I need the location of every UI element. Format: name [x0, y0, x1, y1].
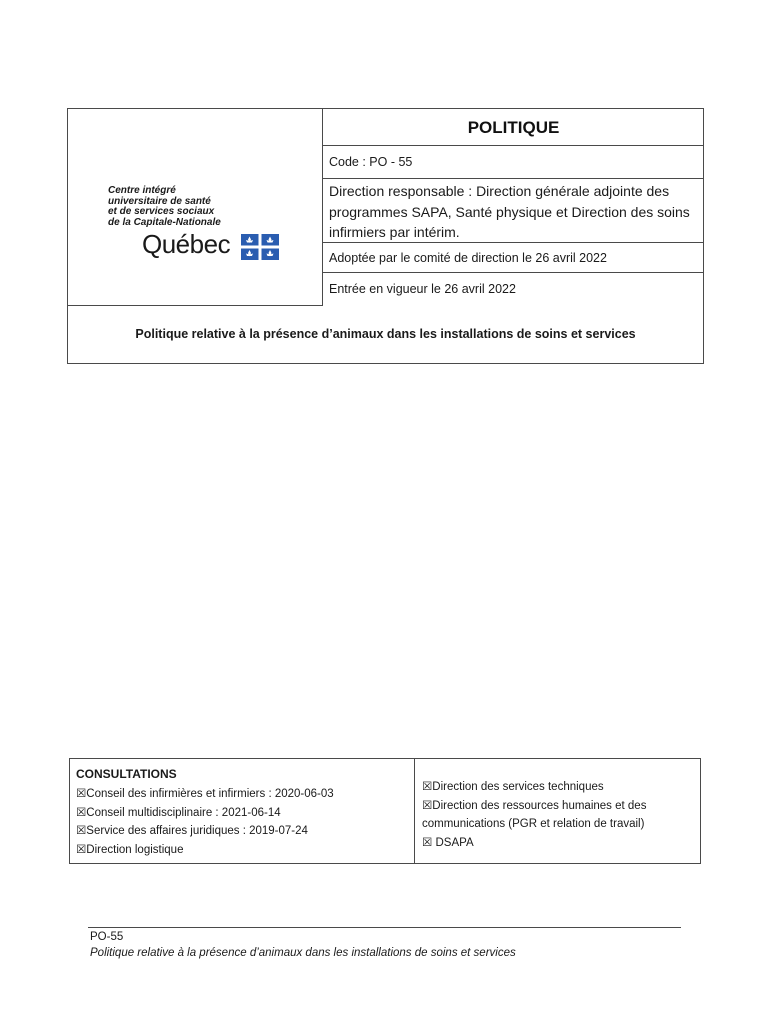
footer-divider — [88, 927, 681, 928]
consultations-left-column — [70, 759, 415, 863]
policy-code: Code : PO - 55 — [323, 146, 704, 179]
document-type-row — [323, 109, 704, 146]
consultations-table — [69, 758, 701, 864]
header-info-column — [323, 109, 704, 306]
consultation-item: ☒Direction des services techniques — [422, 781, 604, 793]
consultation-item: ☒Direction des ressources humaines et des communications (PGR et relation de travail) — [422, 799, 647, 830]
quebec-wordmark: Québec — [142, 229, 231, 259]
policy-header-table — [67, 108, 704, 364]
consultation-item: ☒Conseil des infirmières et infirmiers : 2020-06-03 — [76, 788, 334, 800]
logo-line-3: et de services sociaux — [108, 206, 215, 217]
footer-policy-code: PO-55 — [90, 931, 124, 943]
responsible-direction: Direction responsable : Direction générale adjointe des programmes SAPA, Santé physique et Direction des soins infirmiers par intérim. — [323, 179, 704, 243]
consultation-item: ☒ DSAPA — [422, 836, 474, 849]
logo-cell — [68, 109, 323, 306]
consultation-item: ☒Conseil multidisciplinaire : 2021-06-14 — [76, 806, 281, 819]
effective-date: Entrée en vigueur le 26 avril 2022 — [329, 282, 516, 296]
quebec-flag-icon — [241, 234, 279, 260]
logo-line-4: de la Capitale-Nationale — [108, 216, 221, 228]
consultations-right-column — [415, 759, 700, 863]
logo-line-1: Centre intégré — [108, 185, 176, 196]
consultation-item: ☒Service des affaires juridiques : 2019-07-24 — [76, 825, 308, 837]
ciusss-logo — [108, 186, 288, 261]
document-type: POLITIQUE — [467, 118, 560, 137]
logo-line-2: universitaire de santé — [108, 195, 211, 207]
adoption-date: Adoptée par le comité de direction le 26 avril 2022 — [323, 243, 704, 273]
consultation-item: ☒Direction logistique — [76, 843, 184, 856]
policy-title: Politique relative à la présence d’animaux dans les installations de soins et services — [135, 327, 636, 341]
consultations-heading: CONSULTATIONS — [76, 767, 177, 781]
footer-policy-title: Politique relative à la présence d’animaux dans les installations de soins et services — [90, 947, 516, 959]
